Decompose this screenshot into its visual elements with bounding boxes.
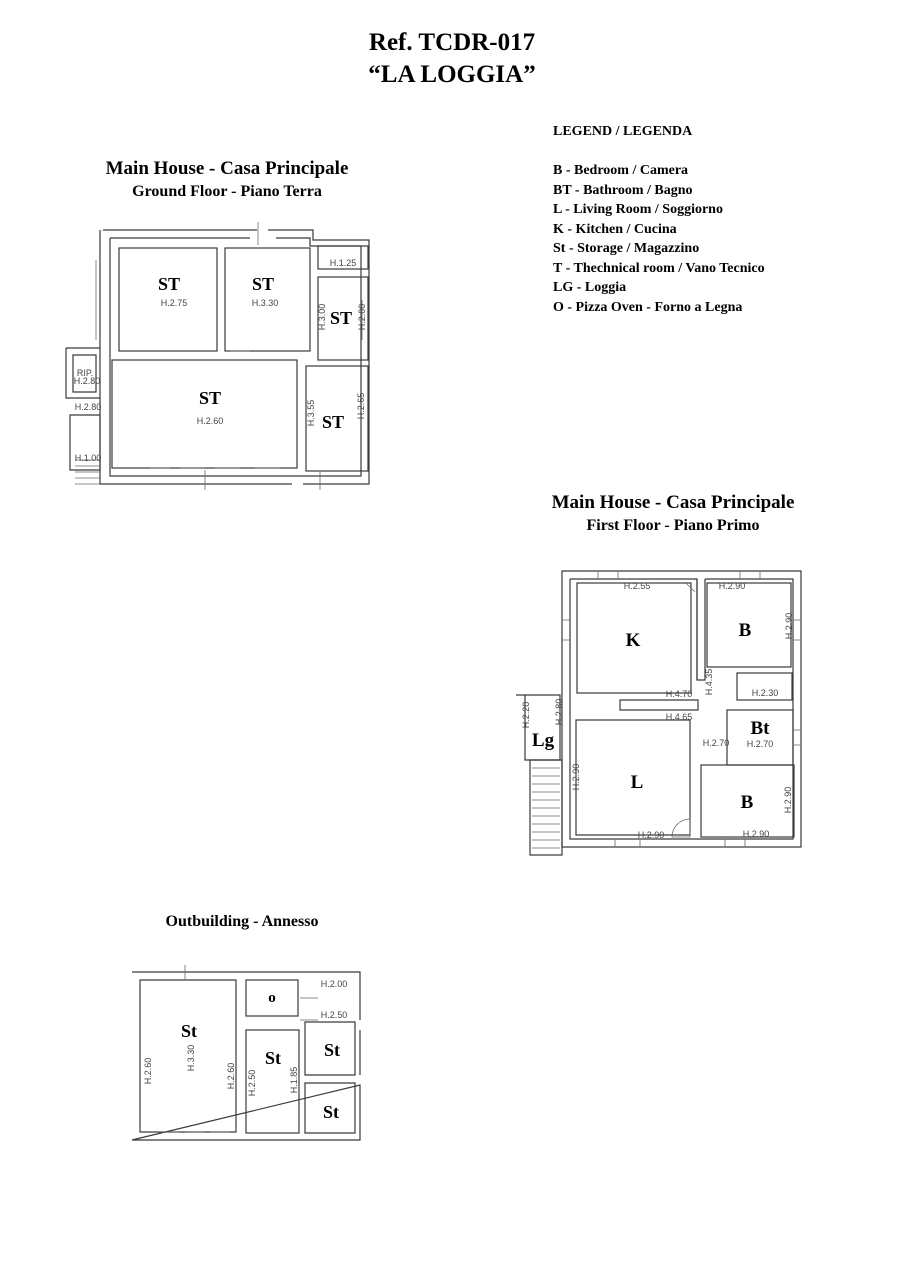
first-floor-subtitle: First Floor - Piano Primo — [586, 517, 760, 534]
height-label: H.2.65 — [356, 392, 366, 420]
height-label: H.3.00 — [317, 303, 327, 331]
room-label: ST — [198, 388, 222, 408]
first-floor-plan — [516, 571, 801, 855]
outbuilding-plan — [132, 965, 360, 1140]
legend-item: B - Bedroom / Camera — [553, 163, 689, 178]
legend-item: T - Thechnical room / Vano Tecnico — [553, 260, 765, 276]
height-label: H.2.90 — [571, 763, 581, 791]
ground-floor-subtitle: Ground Floor - Piano Terra — [132, 183, 322, 200]
ref-title: Ref. TCDR-017 — [368, 29, 536, 56]
room-label: K — [625, 630, 641, 651]
room-label: St — [323, 1040, 341, 1060]
height-label: H.1.85 — [289, 1066, 299, 1094]
legend-title: LEGEND / LEGENDA — [553, 124, 693, 139]
room-label: Lg — [531, 730, 555, 751]
height-label: H.2.90 — [742, 829, 770, 839]
height-label: H.2.50 — [247, 1069, 257, 1097]
height-label: H.2.00 — [320, 979, 348, 989]
legend-item: L - Living Room / Soggiorno — [553, 202, 723, 217]
room-label: St — [264, 1048, 282, 1068]
height-label: RIP. — [76, 368, 94, 378]
height-label: H.2.00 — [357, 303, 367, 331]
height-label: H.2.55 — [623, 581, 651, 591]
legend-item: K - Kitchen / Cucina — [553, 221, 677, 237]
height-label: H.2.90 — [784, 612, 794, 640]
height-label: H.2.20 — [521, 701, 531, 729]
room-label: ST — [321, 412, 345, 432]
legend-item: BT - Bathroom / Bagno — [553, 182, 693, 198]
height-label: H.2.70 — [746, 739, 774, 749]
first-floor-title: Main House - Casa Principale — [551, 492, 795, 513]
height-label: H.1.25 — [329, 258, 357, 268]
room-label: L — [630, 772, 644, 793]
legend-item: LG - Loggia — [553, 280, 627, 295]
height-label: H.2.80 — [73, 376, 101, 386]
height-label: H.3.30 — [186, 1044, 196, 1072]
height-label: H.2.80 — [554, 698, 564, 726]
height-label: H.2.90 — [637, 830, 665, 840]
ground-floor-plan — [66, 222, 369, 490]
room-label: B — [740, 792, 754, 813]
room-label: o — [268, 990, 276, 1006]
height-label: H.4.35 — [704, 668, 714, 696]
height-label: H.4.65 — [665, 712, 693, 722]
room-label: St — [180, 1021, 198, 1041]
room-label: St — [322, 1102, 340, 1122]
height-label: H.2.90 — [783, 786, 793, 814]
room-label: B — [738, 620, 752, 641]
height-label: H.2.70 — [702, 738, 730, 748]
room-label: ST — [251, 274, 275, 294]
outbuilding-title: Outbuilding - Annesso — [165, 913, 319, 930]
height-label: H.2.60 — [196, 416, 224, 426]
legend-item: O - Pizza Oven - Forno a Legna — [553, 299, 743, 315]
height-label: H.2.60 — [143, 1057, 153, 1085]
height-label: H.2.80 — [74, 402, 102, 412]
height-label: H.2.30 — [751, 688, 779, 698]
height-label: H.4.70 — [665, 689, 693, 699]
height-label: H.2.90 — [718, 581, 746, 591]
height-label: H.3.55 — [306, 399, 316, 427]
room-label: Bt — [750, 718, 770, 739]
room-label: ST — [157, 274, 181, 294]
room-label: ST — [329, 308, 353, 328]
legend-item: St - Storage / Magazzino — [553, 241, 700, 256]
height-label: H.2.50 — [320, 1010, 348, 1020]
height-label: H.2.60 — [226, 1062, 236, 1090]
property-name: “LA LOGGIA” — [368, 61, 536, 88]
height-label: H.2.75 — [160, 298, 188, 308]
height-label: H.1.00 — [74, 453, 102, 463]
height-label: H.3.30 — [251, 298, 279, 308]
ground-floor-title: Main House - Casa Principale — [105, 158, 349, 179]
